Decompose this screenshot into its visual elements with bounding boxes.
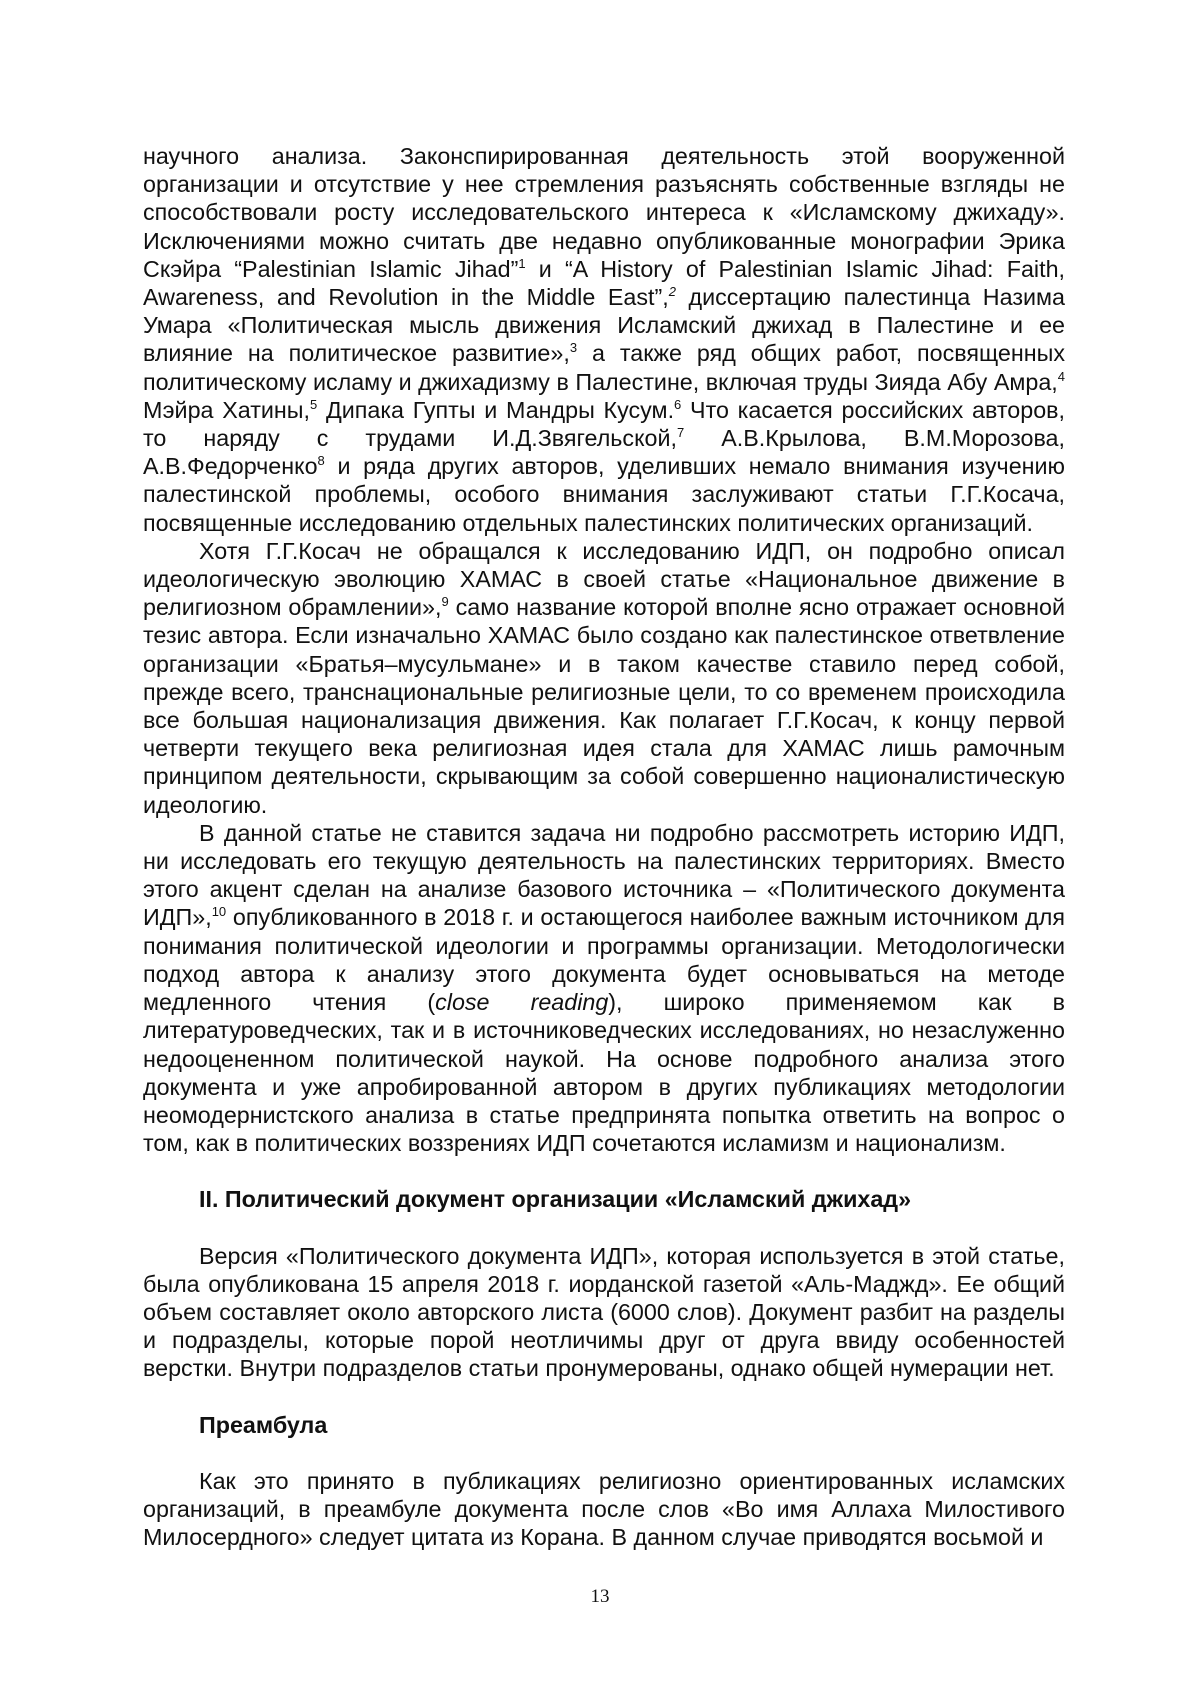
subsection-heading: Преамбула bbox=[199, 1411, 328, 1438]
text: Хотя Г.Г.Косач не обращался к исследованию ИДП, он подробно описал идеологическую эволюцию ХАМАС в своей статье «Национальное движение в религиозном обрамлении», bbox=[143, 537, 1065, 621]
text: диссертацию палестинца Назима Умара «Политическая мысль движения Исламский джихад в Палестине и ее влияние на политическое развитие», bbox=[143, 284, 1065, 367]
page-body bbox=[143, 142, 1065, 1551]
footnote-ref-2[interactable]: 2 bbox=[668, 284, 676, 300]
text: Что касается российских авторов, то наряду с трудами И.Д.Звягельской, bbox=[143, 396, 1065, 452]
text: Дипака Гупты и Мандры Кусум. bbox=[317, 396, 675, 423]
text: В данной статье не ставится задача ни подробно рассмотреть историю ИДП, ни исследовать его текущую деятельность на палестинских территориях. Вместо этого акцент сделан на анализе базового источника – «Политического документа ИДП», bbox=[143, 819, 1065, 931]
footnote-ref-6[interactable]: 6 bbox=[674, 396, 682, 412]
footnote-ref-5[interactable]: 5 bbox=[310, 396, 318, 412]
footnote-ref-7[interactable]: 7 bbox=[676, 425, 685, 441]
footnote-ref-10[interactable]: 10 bbox=[211, 904, 227, 920]
text: а также ряд общих работ, посвященных политическому исламу и джихадизму в Палестине, включая труды Зияда Абу Амра, bbox=[143, 340, 1065, 395]
footnote-ref-4[interactable]: 4 bbox=[1057, 368, 1065, 384]
text: и ряда других авторов, уделивших немало внимания изучению палестинской проблемы, особого внимания заслуживают статьи Г.Г.Косача, посвященные исследованию отдельных палестинских политических организаций. bbox=[143, 453, 1065, 536]
paragraph-5: Как это принято в публикациях религиозно ориентированных исламских организаций, в преамбуле документа после слов «Во имя Аллаха Милостивого Милосердного» следует цитата из Корана. В данном случае приводятся восьмой и bbox=[143, 1467, 1065, 1551]
text: опубликованного в 2018 г. и остающегося наиболее важным источником для понимания политической идеологии и программы организации. Методологически подход автора к анализу этого документа будет основываться на методе медленного чтения ( bbox=[143, 904, 1065, 1016]
paragraph-2 bbox=[143, 537, 1065, 819]
text: А.В.Крылова, В.М.Морозова, А.В.Федорченко bbox=[143, 425, 1065, 480]
footnote-ref-3[interactable]: 3 bbox=[569, 340, 578, 356]
paragraph-3 bbox=[143, 819, 1065, 1157]
text: научного анализа. Законспирированная деятельность этой вооруженной организации и отсутствие у нее стремления разъяснять собственные взгляды не способствовали росту исследовательского интереса к «Исламскому джихаду». Исключениями можно считать две недавно опубликованные монографии Эрика Скэйра “Palestinian Islamic Jihad” bbox=[143, 143, 1065, 282]
section-heading: II. Политический документ организации «Исламский джихад» bbox=[199, 1186, 912, 1213]
footnote-ref-9[interactable]: 9 bbox=[441, 594, 449, 610]
italic-term: close reading bbox=[435, 989, 609, 1016]
page-number: 13 bbox=[590, 1586, 610, 1607]
text: Мэйра Хатины, bbox=[143, 396, 310, 423]
text: ), широко применяемом как в литературоведческих, так и в источниковедческих исследованиях, но незаслуженно недооцененном политической наукой. На основе подробного анализа этого документа и уже апробированной автором в других публикациях методологии неомодернистского анализа в статье предпринята попытка ответить на вопрос о том, как в политических воззрениях ИДП сочетаются исламизм и национализм. bbox=[143, 989, 1066, 1157]
footnote-ref-1[interactable]: 1 bbox=[518, 255, 526, 271]
text: и “A History of Palestinian Islamic Jihad: Faith, Awareness, and Revolution in the Middle East”, bbox=[143, 255, 1065, 311]
paragraph-1 bbox=[143, 142, 1065, 537]
paragraph-4: Версия «Политического документа ИДП», которая используется в этой статье, была опубликована 15 апреля 2018 г. иорданской газетой «Аль-Маджд». Ее общий объем составляет около авторского листа (6000 слов). Документ разбит на разделы и подразделы, которые порой неотличимы друг от друга ввиду особенностей верстки. Внутри подразделов статьи пронумерованы, однако общей нумерации нет. bbox=[143, 1242, 1065, 1382]
footnote-ref-8[interactable]: 8 bbox=[317, 453, 325, 469]
text: само название которой вполне ясно отражает основной тезис автора. Если изначально ХАМАС было создано как палестинское ответвление организации «Братья–мусульмане» и в таком качестве ставило перед собой, прежде всего, транснациональные религиозные цели, то со временем происходила все большая национализация движения. Как полагает Г.Г.Косач, к концу первой четверти текущего века религиозная идея стала для ХАМАС лишь рамочным принципом деятельности, скрывающим за собой совершенно националистическую идеологию. bbox=[143, 594, 1065, 818]
